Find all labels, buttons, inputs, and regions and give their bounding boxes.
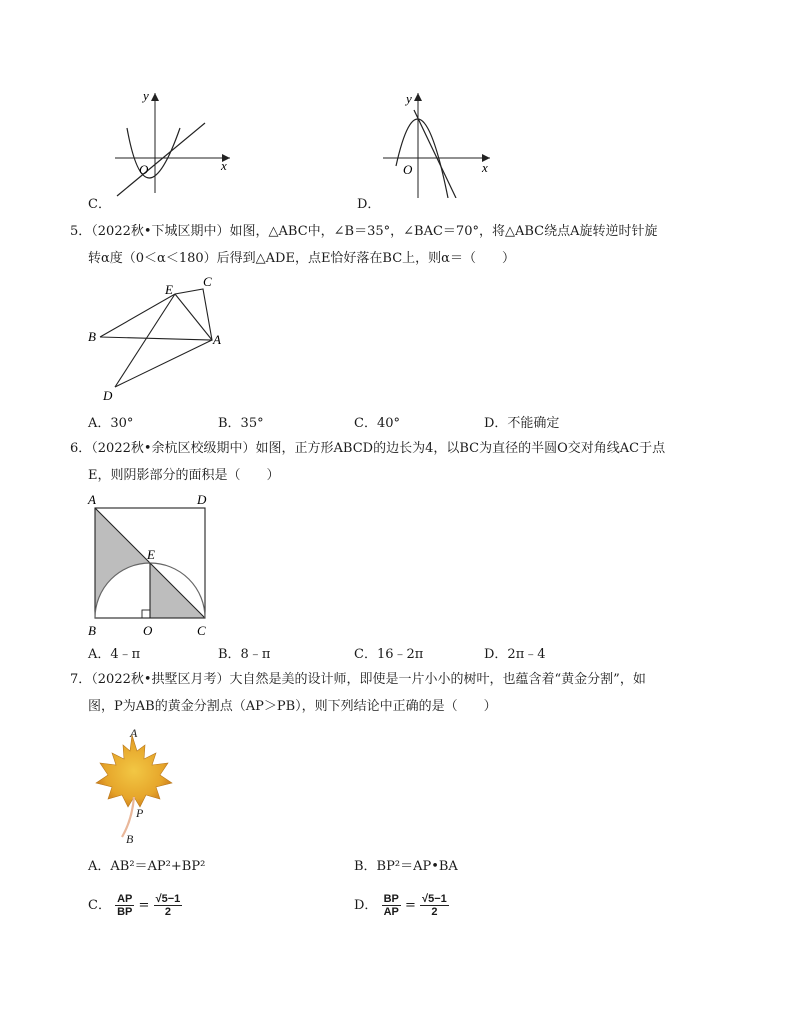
point-a-label: A	[130, 726, 138, 740]
equals-sign: =	[138, 898, 150, 913]
point-b-label: B	[88, 329, 96, 344]
point-d-label: D	[197, 492, 207, 507]
fraction-bp-ap	[382, 893, 401, 918]
triangle-rotation-figure	[85, 272, 235, 407]
maple-leaf-image	[90, 725, 180, 850]
q7-option-a[interactable]: A．AB²＝AP²+BP²	[88, 859, 206, 874]
equals-sign: =	[405, 898, 416, 913]
fraction-denominator: AP	[383, 906, 399, 918]
point-p-label: P	[136, 806, 144, 820]
q6-text-line2: E，则阴影部分的面积是（ ）	[88, 468, 280, 483]
q5-option-c[interactable]: C．40°	[354, 416, 400, 431]
q7-option-c[interactable]	[88, 893, 182, 918]
q7-option-d[interactable]	[354, 893, 449, 918]
point-d-label: D	[103, 388, 113, 403]
fraction-golden-ratio	[154, 893, 183, 918]
origin-label: O	[139, 162, 149, 177]
square-semicircle-figure	[85, 490, 220, 640]
y-axis-label: y	[406, 91, 412, 106]
x-axis-label: x	[221, 158, 227, 173]
x-axis-label: x	[482, 160, 488, 175]
point-b-label: B	[88, 623, 96, 638]
y-axis-label: y	[143, 88, 149, 103]
fraction-golden-ratio	[420, 893, 449, 918]
graph-option-d	[378, 88, 508, 198]
q5-option-a[interactable]: A．30°	[88, 416, 134, 431]
q5-option-b[interactable]: B．35°	[218, 416, 264, 431]
fraction-numerator: √5−1	[155, 893, 181, 905]
option-d-label[interactable]: D．	[357, 197, 381, 212]
point-e-label: E	[165, 282, 173, 297]
q7-option-b[interactable]: B．BP²＝AP•BA	[354, 859, 458, 874]
q6-option-a[interactable]: A．4﹣π	[88, 647, 141, 662]
q7-text-line2: 图，P为AB的黄金分割点（AP＞PB），则下列结论中正确的是（ ）	[88, 699, 497, 714]
q5-option-d[interactable]: D．不能确定	[484, 416, 560, 431]
point-e-label: E	[147, 547, 155, 562]
q6-option-d[interactable]: D．2π﹣4	[484, 647, 546, 662]
fraction-ap-bp	[115, 893, 134, 918]
fraction-numerator: BP	[383, 893, 399, 905]
q6-option-b[interactable]: B．8﹣π	[218, 647, 271, 662]
point-c-label: C	[203, 274, 212, 289]
fraction-numerator: √5−1	[422, 893, 447, 905]
q5-text-line2: 转α度（0＜α＜180）后得到△ADE，点E恰好落在BC上，则α＝（ ）	[88, 251, 515, 266]
point-a-label: A	[213, 332, 221, 347]
point-c-label: C	[197, 623, 206, 638]
fraction-numerator: AP	[117, 893, 133, 905]
option-d-prefix: D．	[354, 898, 378, 913]
q6-text-line1: 6．（2022秋•余杭区校级期中）如图，正方形ABCD的边长为4，以BC为直径的半圆O交对角线AC于点	[70, 441, 666, 456]
point-b-label: B	[126, 832, 134, 846]
fraction-denominator: 2	[164, 906, 171, 918]
point-a-label: A	[88, 492, 96, 507]
graph-option-c	[105, 88, 240, 198]
point-o-label: O	[143, 623, 153, 638]
q5-text-line1: 5．（2022秋•下城区期中）如图，△ABC中，∠B＝35°，∠BAC＝70°，将△ABC绕点A旋转逆时针旋	[70, 224, 658, 239]
q7-text-line1: 7．（2022秋•拱墅区月考）大自然是美的设计师，即使是一片小小的树叶，也蕴含着“黄金分割”，如	[70, 672, 646, 687]
fraction-denominator: 2	[431, 906, 438, 918]
origin-label: O	[403, 162, 413, 177]
option-c-prefix: C．	[88, 898, 111, 913]
fraction-denominator: BP	[117, 906, 133, 918]
q6-option-c[interactable]: C．16﹣2π	[354, 647, 424, 662]
option-c-label[interactable]: C．	[88, 197, 111, 212]
